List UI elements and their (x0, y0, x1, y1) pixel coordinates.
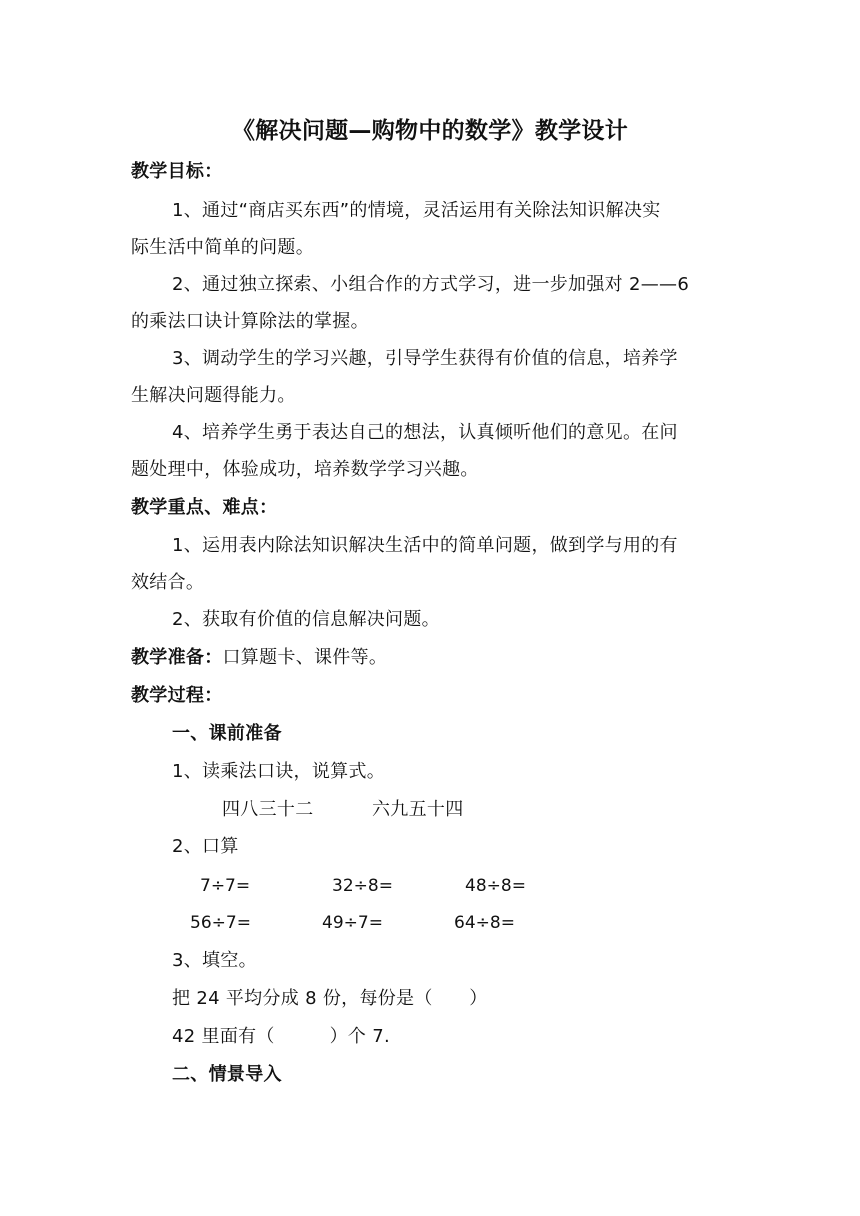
preparation-text: 口算题卡、课件等。 (222, 647, 388, 668)
objective-line: 生解决问题得能力。 (131, 385, 296, 406)
section1-item2: 2、口算 (172, 836, 239, 857)
key-point-line: 1、运用表内除法知识解决生活中的简单问题，做到学与用的有 (172, 535, 678, 556)
section1-item1: 1、读乘法口诀，说算式。 (172, 761, 386, 782)
calc-item: 32÷8= (332, 876, 393, 896)
preparation-line (131, 646, 387, 670)
objective-line: 4、培养学生勇于表达自己的想法，认真倾听他们的意见。在问 (172, 422, 678, 443)
key-point-line: 2、获取有价值的信息解决问题。 (172, 609, 440, 630)
objective-line: 1、通过“商店买东西”的情境，灵活运用有关除法知识解决实 (172, 200, 661, 221)
section1-heading: 一、课前准备 (172, 723, 282, 744)
key-points-heading: 教学重点、难点： (131, 497, 278, 518)
calc-item: 49÷7= (322, 913, 383, 933)
section2-heading: 二、情景导入 (172, 1064, 282, 1085)
objective-line: 2、通过独立探索、小组合作的方式学习，进一步加强对 2——6 (172, 274, 690, 295)
calc-item: 64÷8= (454, 913, 515, 933)
objective-line: 题处理中，体验成功，培养数学学习兴趣。 (131, 459, 479, 480)
objective-line: 3、调动学生的学习兴趣，引导学生获得有价值的信息，培养学 (172, 348, 678, 369)
calc-item: 48÷8= (465, 876, 526, 896)
objective-line: 的乘法口诀计算除法的掌握。 (131, 311, 369, 332)
document-title: 《解决问题—购物中的数学》教学设计 (231, 118, 629, 144)
rhyme-2: 六九五十四 (372, 799, 464, 820)
rhyme-1: 四八三十二 (222, 799, 314, 820)
objective-line: 际生活中简单的问题。 (131, 237, 314, 258)
fill-blank-2: 42 里面有（ ）个 7. (172, 1026, 391, 1047)
calc-item: 56÷7= (190, 913, 251, 933)
objectives-heading: 教学目标： (131, 161, 223, 182)
process-heading: 教学过程： (131, 685, 223, 706)
section1-item3: 3、填空。 (172, 950, 257, 971)
fill-blank-1: 把 24 平均分成 8 份，每份是（ ） (172, 988, 488, 1009)
key-point-line: 效结合。 (131, 572, 205, 593)
calc-item: 7÷7= (200, 876, 251, 896)
preparation-heading: 教学准备： (131, 647, 223, 668)
